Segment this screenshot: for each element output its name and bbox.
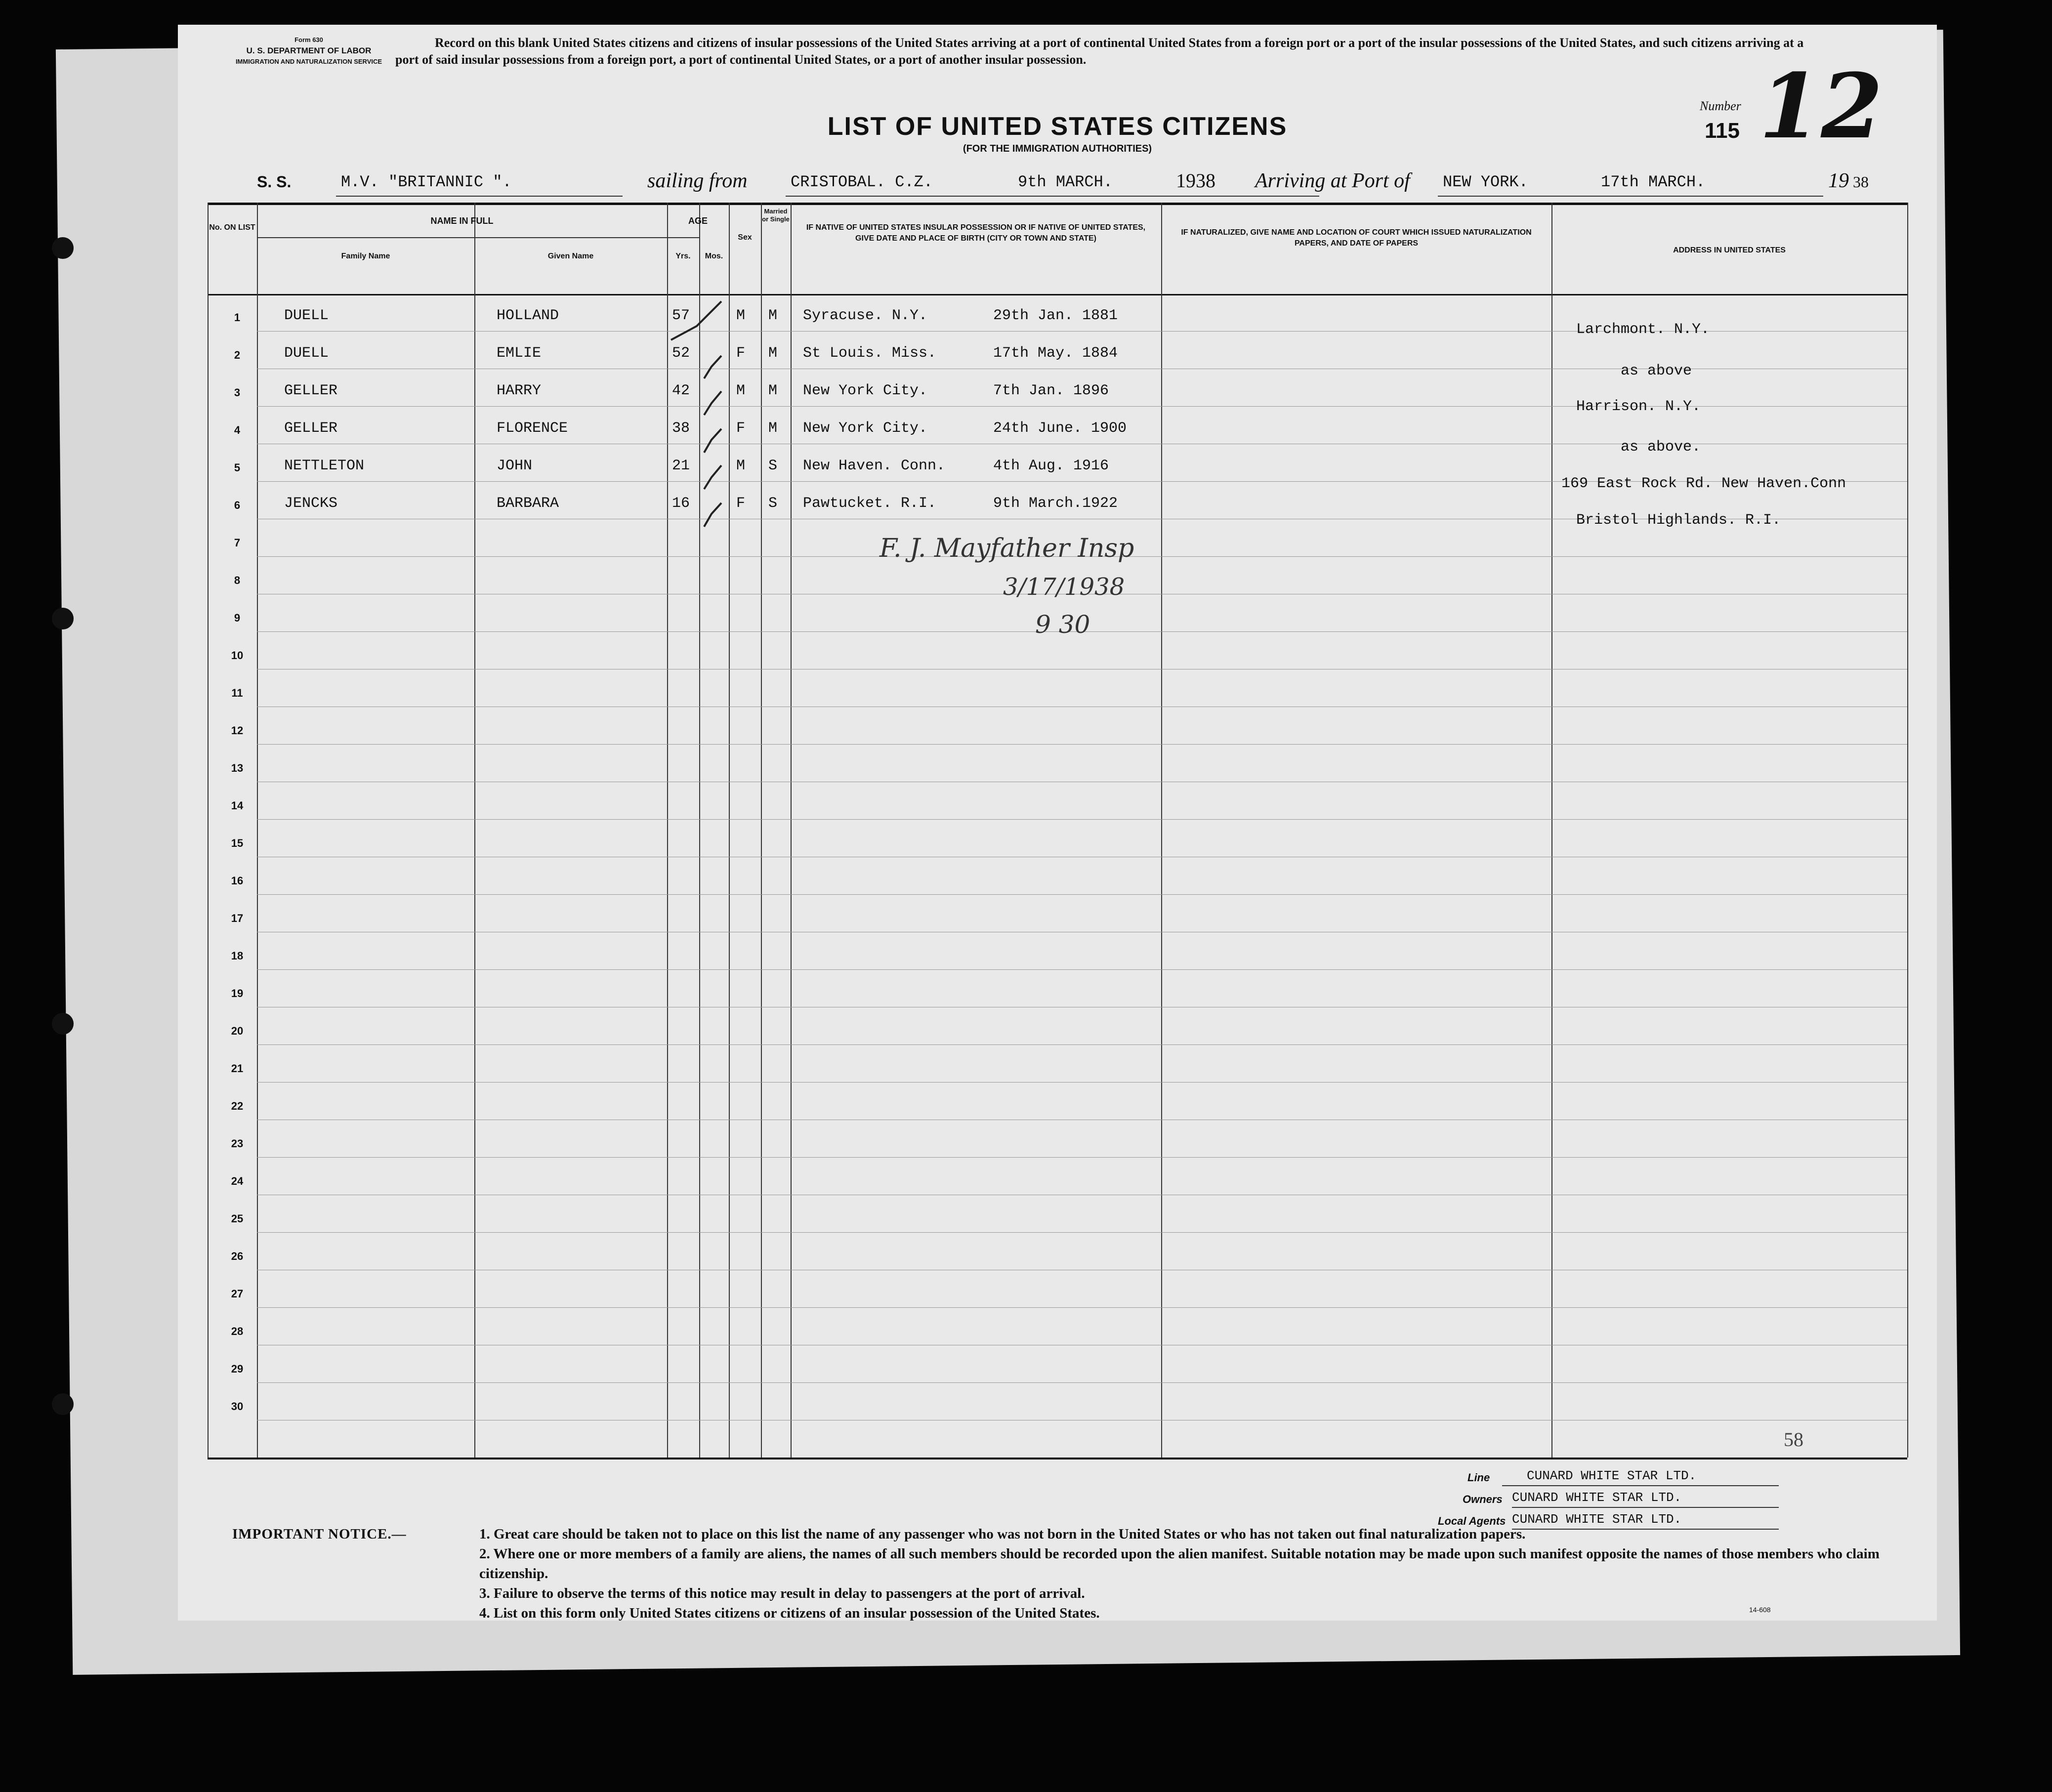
birth-date: 17th May. 1884 — [993, 345, 1118, 362]
given-name: HOLLAND — [497, 307, 559, 324]
owners-value: CUNARD WHITE STAR LTD. — [1512, 1490, 1682, 1505]
row-number: 5 — [234, 461, 241, 474]
birth-place: New York City. — [803, 420, 928, 437]
binder-hole — [52, 608, 74, 629]
inspection-time: 9 30 — [1035, 610, 1090, 639]
header-years: Yrs. — [675, 252, 691, 260]
manifest-sheet — [178, 25, 1937, 1621]
sex: M — [736, 458, 746, 474]
row-number: 2 — [234, 349, 241, 361]
sailing-from-label: sailing from — [647, 169, 748, 192]
birth-place: New Haven. Conn. — [803, 458, 946, 474]
birth-date: 29th Jan. 1881 — [993, 307, 1118, 324]
us-address: as above — [1621, 363, 1692, 379]
row-number: 3 — [234, 386, 241, 399]
family-name: DUELL — [284, 345, 329, 362]
age-years: 42 — [672, 382, 690, 399]
header-age: AGE — [688, 216, 708, 226]
local-agents-value: CUNARD WHITE STAR LTD. — [1512, 1512, 1682, 1527]
owners-label: Owners — [1463, 1493, 1503, 1505]
stamped-page-number: 58 — [1784, 1428, 1803, 1451]
row-number: 1 — [234, 311, 241, 324]
row-number: 13 — [231, 762, 244, 774]
header-sex: Sex — [738, 233, 752, 242]
row-number: 20 — [231, 1025, 244, 1037]
form-label — [227, 35, 390, 67]
row-number: 8 — [234, 574, 241, 586]
birth-place: St Louis. Miss. — [803, 345, 937, 362]
row-number: 18 — [231, 950, 244, 962]
marital-status: M — [768, 420, 778, 437]
row-number: 9 — [234, 612, 241, 624]
birth-place: New York City. — [803, 382, 928, 399]
us-address: as above. — [1621, 439, 1701, 456]
sex: M — [736, 382, 746, 399]
row-number: 16 — [231, 875, 244, 887]
arriving-port: NEW YORK. — [1443, 173, 1528, 191]
row-number: 24 — [231, 1175, 244, 1187]
family-name: NETTLETON — [284, 458, 365, 474]
marital-status: S — [768, 495, 778, 512]
header-given-name: Given Name — [547, 252, 594, 260]
sailing-from-port: CRISTOBAL. C.Z. — [791, 173, 933, 191]
row-number: 14 — [231, 799, 244, 812]
notice-label: IMPORTANT NOTICE.— — [232, 1526, 407, 1542]
local-agents-label: Local Agents — [1438, 1515, 1506, 1527]
form-number: Form 630 — [294, 36, 323, 43]
marital-status: M — [768, 345, 778, 362]
us-address: Bristol Highlands. R.I. — [1576, 512, 1781, 529]
check-marks — [667, 282, 766, 529]
marital-status: M — [768, 382, 778, 399]
marital-status: M — [768, 307, 778, 324]
birth-date: 9th March.1922 — [993, 495, 1118, 512]
row-number: 12 — [231, 724, 244, 737]
row-number: 11 — [231, 687, 243, 699]
header-months: Mos. — [705, 252, 723, 260]
arriving-year: 38 — [1853, 173, 1869, 191]
given-name: BARBARA — [497, 495, 559, 512]
birth-date: 4th Aug. 1916 — [993, 458, 1109, 474]
list-number: 115 — [1705, 119, 1740, 143]
row-number: 23 — [231, 1137, 244, 1150]
page-title: LIST OF UNITED STATES CITIZENS — [827, 112, 1288, 141]
header-family-name: Family Name — [341, 252, 390, 260]
header-married-or-single: Married or Single — [762, 208, 790, 223]
binder-hole — [52, 1393, 74, 1415]
family-name: JENCKS — [284, 495, 338, 512]
age-years: 52 — [672, 345, 690, 362]
sex: M — [736, 307, 746, 324]
given-name: JOHN — [497, 458, 533, 474]
row-number: 19 — [231, 987, 244, 1000]
row-number: 30 — [231, 1400, 244, 1413]
header-address: ADDRESS IN UNITED STATES — [1673, 246, 1786, 254]
age-years: 21 — [672, 458, 690, 474]
family-name: DUELL — [284, 307, 329, 324]
us-address: 169 East Rock Rd. New Haven.Conn — [1561, 475, 1846, 492]
sex: F — [736, 495, 746, 512]
sex: F — [736, 420, 746, 437]
header-name-in-full: NAME IN FULL — [430, 216, 494, 226]
header-birth: IF NATIVE OF UNITED STATES INSULAR POSSESSION OR IF NATIVE OF UNITED STATES, GIVE DATE AND PLACE OF BIRTH (CITY OR TOWN AND STATE) — [806, 223, 1146, 243]
row-number: 25 — [231, 1212, 244, 1225]
row-number: 10 — [231, 649, 244, 662]
page-subtitle: (FOR THE IMMIGRATION AUTHORITIES) — [963, 143, 1152, 154]
row-number: 4 — [234, 424, 241, 436]
row-number: 17 — [231, 912, 244, 924]
handwritten-page-number: 12 — [1759, 54, 1883, 159]
sex: F — [736, 345, 746, 362]
age-years: 16 — [672, 495, 690, 512]
record-instructions: Record on this blank United States citizens and citizens of insular possessions of the United States arriving at a port of continental United States from a foreign port or a port of the insular possessions of the United States, and such citizens arriving at a port of said insular possessions from a foreign port, a port of continental United States, or a port of another insular possession. — [395, 36, 1804, 67]
notice-item: 4. List on this form only United States citizens or citizens of an insular possession of the United States. — [479, 1605, 1100, 1621]
header-no-on-list: No. ON LIST — [209, 223, 255, 232]
row-number: 29 — [231, 1363, 244, 1375]
age-years: 38 — [672, 420, 690, 437]
vessel-prefix: S. S. — [257, 173, 292, 191]
vessel-name: M.V. "BRITANNIC ". — [341, 173, 512, 191]
department-name: U. S. DEPARTMENT OF LABOR — [246, 46, 372, 55]
row-number: 21 — [231, 1062, 244, 1075]
given-name: HARRY — [497, 382, 542, 399]
family-name: GELLER — [284, 382, 338, 399]
age-years: 57 — [672, 307, 690, 324]
birth-date: 24th June. 1900 — [993, 420, 1127, 437]
row-number: 26 — [231, 1250, 244, 1262]
printer-code: 14-608 — [1749, 1606, 1771, 1614]
notice-item: 1. Great care should be taken not to place on this list the name of any passenger who was not born in the United States or who has not taken out final naturalization papers. — [479, 1526, 1526, 1542]
row-number: 28 — [231, 1325, 244, 1337]
number-label: Number — [1700, 99, 1741, 113]
line-label: Line — [1467, 1471, 1490, 1484]
row-number: 22 — [231, 1100, 244, 1112]
given-name: EMLIE — [497, 345, 542, 362]
given-name: FLORENCE — [497, 420, 568, 437]
row-number: 6 — [234, 499, 241, 511]
row-number: 7 — [234, 537, 241, 549]
arriving-date: 17th MARCH. — [1601, 173, 1706, 191]
us-address: Larchmont. N.Y. — [1576, 321, 1710, 338]
row-number: 27 — [231, 1288, 244, 1300]
line-value: CUNARD WHITE STAR LTD. — [1527, 1468, 1697, 1483]
arriving-label: Arriving at Port of — [1255, 169, 1410, 192]
binder-hole — [52, 1013, 74, 1035]
sailing-year: 1938 — [1176, 169, 1215, 192]
header-naturalized: IF NATURALIZED, GIVE NAME AND LOCATION OF COURT WHICH ISSUED NATURALIZATION PAPERS, AND DATE OF PAPERS — [1181, 228, 1532, 248]
arriving-year-prefix: 19 — [1828, 169, 1849, 192]
birth-date: 7th Jan. 1896 — [993, 382, 1109, 399]
birth-place: Syracuse. N.Y. — [803, 307, 928, 324]
service-name: IMMIGRATION AND NATURALIZATION SERVICE — [235, 58, 382, 65]
notice-item: 2. Where one or more members of a family are aliens, the names of all such members should be recorded upon the alien manifest. Suitable notation may be made upon such manifest opposite the names of those members who claim citizenship. — [479, 1546, 1880, 1582]
notice-item: 3. Failure to observe the terms of this notice may result in delay to passengers at the port of arrival. — [479, 1585, 1085, 1601]
birth-place: Pawtucket. R.I. — [803, 495, 937, 512]
binder-hole — [52, 237, 74, 259]
row-number: 15 — [231, 837, 244, 849]
sailing-date: 9th MARCH. — [1018, 173, 1113, 191]
family-name: GELLER — [284, 420, 338, 437]
us-address: Harrison. N.Y. — [1576, 398, 1701, 415]
inspector-signature: F. J. Mayfather Insp — [879, 534, 1134, 563]
marital-status: S — [768, 458, 778, 474]
inspection-date: 3/17/1938 — [1003, 573, 1125, 601]
